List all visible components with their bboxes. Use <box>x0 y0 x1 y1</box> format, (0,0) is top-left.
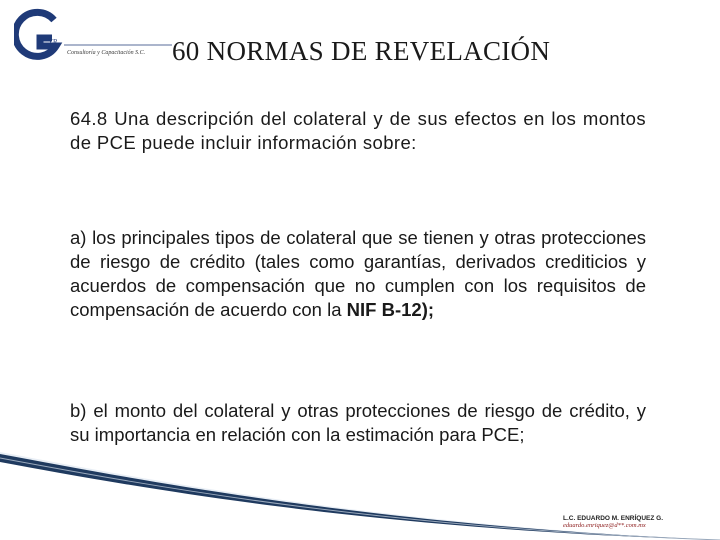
paragraph-intro: 64.8 Una descripción del colateral y de sus efectos en los montos de PCE puede incluir información sobre: <box>70 108 646 153</box>
signature-block <box>563 515 663 529</box>
logo-tagline: Consultoría y Capacitación S.C. <box>67 50 146 56</box>
page-title: 60 NORMAS DE REVELACIÓN <box>172 36 551 66</box>
signature-name: L.C. EDUARDO M. ENRÍQUEZ G. <box>563 515 664 522</box>
item-a-text: a) los principales tipos de colateral que se tienen y otras protecciones de riesgo de crédito (tales como garantías, derivados crediticios y acuerdos de compensación que no cumplen con los requisitos de compensación de acuerdo con la <box>70 227 646 320</box>
logo-monogram: YR <box>48 38 58 46</box>
paragraph-item-b: b) el monto del colateral y otras protecciones de riesgo de crédito, y su importancia en relación con la estimación para PCE; <box>70 400 646 445</box>
item-a-reference: NIF B-12); <box>346 299 435 320</box>
signature-email: eduardo.enriquez@d**.com.mx <box>563 522 646 529</box>
paragraph-item-a <box>70 226 646 322</box>
company-logo <box>14 8 174 64</box>
